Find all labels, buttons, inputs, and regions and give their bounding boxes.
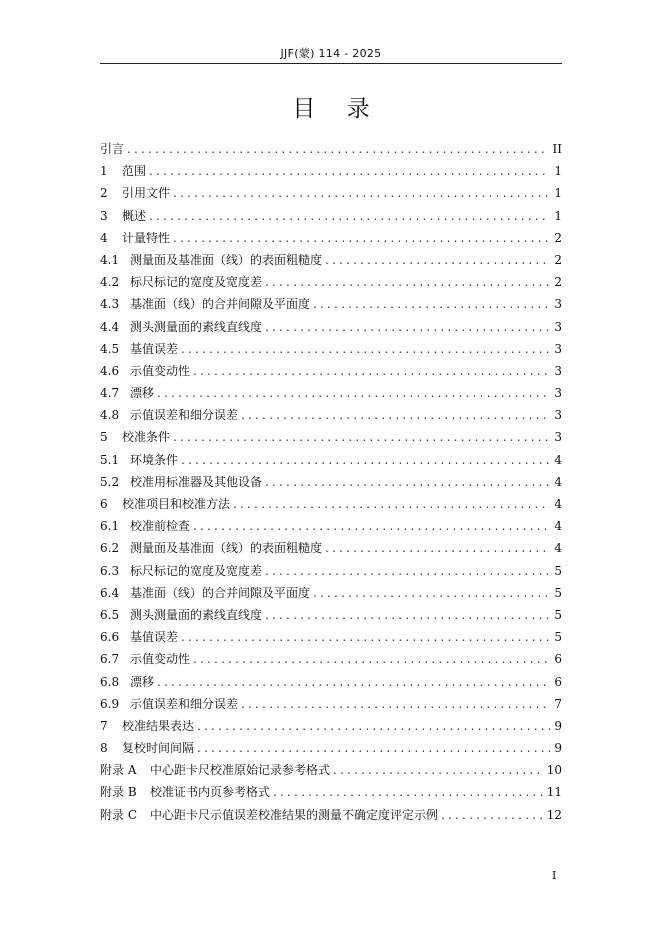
toc-entry-title: 引用文件: [122, 186, 171, 201]
toc-entry-number: 4.3: [100, 297, 120, 312]
toc-entry-title: 复校时间间隔: [122, 741, 195, 756]
toc-entry-title: 测量面及基准面（线）的表面粗糙度: [130, 541, 323, 556]
toc-dot-leader: [273, 785, 543, 799]
toc-entry[interactable]: [100, 783, 562, 805]
toc-entry-title: 基准面（线）的合并间隙及平面度: [130, 585, 311, 600]
toc-entry-title: 校准用标准器及其他设备: [130, 474, 263, 489]
toc-dot-leader: [127, 142, 549, 156]
toc-entry[interactable]: [100, 517, 562, 539]
toc-entry-title: 测量面及基准面（线）的表面粗糙度: [130, 252, 323, 267]
toc-dot-leader: [181, 342, 550, 356]
toc-entry-page: 3: [554, 386, 562, 401]
toc-dot-leader: [265, 564, 550, 578]
page-title: 目 录: [292, 96, 382, 122]
toc-dot-leader: [157, 386, 550, 400]
toc-entry-number: 4.5: [100, 341, 120, 356]
toc-entry-number: 4.2: [100, 275, 120, 290]
toc-entry[interactable]: [100, 761, 562, 783]
toc-entry-number: 6: [100, 497, 108, 511]
toc-entry-title: 标尺标记的宽度及宽度差: [130, 563, 263, 578]
toc-dot-leader: [149, 164, 550, 178]
toc-entry-title: 范围: [122, 164, 147, 179]
toc-entry-title: 校准条件: [122, 430, 171, 445]
toc-dot-leader: [265, 275, 550, 289]
toc-entry-page: 2: [554, 252, 562, 267]
toc-dot-leader: [173, 186, 550, 200]
toc-entry[interactable]: [100, 628, 562, 650]
toc-entry[interactable]: [100, 495, 562, 517]
toc-entry-number: 6.9: [100, 696, 120, 711]
toc-entry-page: 4: [554, 497, 562, 511]
toc-entry-page: 1: [554, 208, 562, 223]
toc-dot-leader: [333, 763, 543, 777]
toc-dot-leader: [193, 652, 550, 666]
toc-entry[interactable]: [100, 162, 562, 184]
toc-entry-title: 校准结果表达: [122, 718, 195, 733]
toc-dot-leader: [197, 719, 550, 733]
document-code: JJF(蒙) 114 - 2025: [280, 47, 382, 60]
toc-entry-page: 7: [554, 696, 562, 711]
toc-entry-page: II: [552, 142, 562, 156]
toc-entry-number: 3: [100, 208, 108, 223]
toc-entry[interactable]: [100, 673, 562, 695]
toc-dot-leader: [325, 253, 550, 267]
toc-entry-title: 漂移: [130, 674, 155, 689]
toc-entry-title: 中心距卡尺校准原始记录参考格式: [150, 763, 331, 778]
toc-entry-title: 中心距卡尺示值误差校准结果的测量不确定度评定示例: [150, 807, 439, 822]
toc-entry-number: 4: [100, 230, 108, 245]
toc-entry-page: 6: [554, 652, 562, 667]
toc-entry-page: 4: [554, 541, 562, 556]
toc-entry-number: 5.2: [100, 474, 120, 489]
toc-entry-page: 4: [554, 519, 562, 534]
toc-entry[interactable]: [100, 473, 562, 495]
toc-entry-number: 6.4: [100, 585, 120, 600]
toc-entry[interactable]: [100, 606, 562, 628]
toc-entry-page: 3: [554, 341, 562, 356]
toc-dot-leader: [313, 586, 550, 600]
toc-entry[interactable]: [100, 251, 562, 273]
toc-entry-page: 5: [554, 607, 562, 622]
toc-entry-number: 附录 C: [100, 807, 137, 822]
toc-entry-page: 3: [554, 363, 562, 378]
toc-entry-page: 4: [554, 474, 562, 489]
toc-entry-title: 示值变动性: [130, 652, 191, 667]
toc-entry-number: 5.1: [100, 452, 120, 467]
toc-entry-number: 5: [100, 430, 108, 445]
toc-entry-number: 6.5: [100, 607, 120, 622]
toc-entry-number: 4.8: [100, 408, 120, 423]
toc-entry-page: 1: [554, 164, 562, 179]
toc-entry-page: 4: [554, 452, 562, 467]
toc-entry-page: 9: [554, 718, 562, 733]
toc-entry-title: 示值变动性: [130, 363, 191, 378]
toc-entry-page: 1: [554, 186, 562, 201]
toc-entry-number: 2: [100, 186, 108, 201]
toc-dot-leader: [173, 231, 550, 245]
toc-dot-leader: [181, 453, 550, 467]
toc-entry-page: 2: [554, 230, 562, 245]
toc-entry[interactable]: [100, 539, 562, 561]
toc-entry[interactable]: [100, 140, 562, 162]
toc-entry-number: 4.4: [100, 319, 120, 334]
toc-entry-number: 6.6: [100, 630, 120, 645]
toc-entry-page: 5: [554, 563, 562, 578]
toc-dot-leader: [313, 297, 550, 311]
toc-entry[interactable]: [100, 406, 562, 428]
toc-dot-leader: [325, 541, 550, 555]
toc-entry-number: 8: [100, 741, 108, 756]
toc-entry[interactable]: [100, 428, 562, 450]
toc-entry-title: 环境条件: [130, 452, 179, 467]
toc-entry[interactable]: [100, 229, 562, 251]
toc-entry-number: 4.6: [100, 363, 120, 378]
toc-entry-title: 测头测量面的素线直线度: [130, 319, 263, 334]
toc-entry-title: 计量特性: [122, 230, 171, 245]
toc-entry[interactable]: [100, 451, 562, 473]
toc-entry-page: 3: [554, 319, 562, 334]
page-number: I: [552, 869, 557, 882]
toc-dot-leader: [265, 320, 550, 334]
toc-entry-title: 基值误差: [130, 630, 179, 645]
toc-entry[interactable]: [100, 207, 562, 229]
toc-entry-number: 附录 B: [100, 785, 137, 800]
toc-entry-page: 3: [554, 297, 562, 312]
toc-dot-leader: [233, 497, 550, 511]
toc-entry-title: 示值误差和细分误差: [130, 408, 239, 423]
toc-entry[interactable]: [100, 318, 562, 340]
toc-entry[interactable]: [100, 273, 562, 295]
toc-dot-leader: [173, 430, 550, 444]
toc-entry-number: 1: [100, 164, 108, 179]
toc-entry[interactable]: [100, 695, 562, 717]
toc-entry-title: 校准证书内页参考格式: [150, 785, 271, 800]
toc-entry-number: 4.7: [100, 386, 120, 401]
toc-entry[interactable]: [100, 739, 562, 761]
toc-entry-title: 示值误差和细分误差: [130, 696, 239, 711]
toc-entry[interactable]: [100, 340, 562, 362]
toc-entry[interactable]: [100, 295, 562, 317]
toc-entry-title: 校准项目和校准方法: [122, 497, 231, 511]
toc-entry-page: 6: [554, 674, 562, 689]
toc-entry-page: 5: [554, 630, 562, 645]
toc-entry[interactable]: [100, 362, 562, 384]
toc-entry-page: 12: [546, 807, 562, 822]
toc-entry-title: 基值误差: [130, 341, 179, 356]
toc-entry[interactable]: [100, 562, 562, 584]
toc-dot-leader: [265, 608, 550, 622]
toc-entry-title: 标尺标记的宽度及宽度差: [130, 275, 263, 290]
toc-entry-page: 10: [546, 763, 562, 778]
toc-entry[interactable]: [100, 717, 562, 739]
toc-entry-page: 5: [554, 585, 562, 600]
toc-dot-leader: [181, 630, 550, 644]
toc-entry-title: 漂移: [130, 386, 155, 401]
toc-entry-title: 引言: [100, 142, 125, 156]
toc-entry-page: 3: [554, 408, 562, 423]
toc-entry[interactable]: [100, 584, 562, 606]
toc-dot-leader: [197, 741, 550, 755]
toc-entry-number: 6.1: [100, 519, 120, 534]
toc-entry-title: 概述: [122, 208, 147, 223]
toc-entry[interactable]: [100, 650, 562, 672]
toc-dot-leader: [241, 697, 550, 711]
toc-entry[interactable]: [100, 806, 562, 828]
toc-entry-title: 校准前检查: [130, 519, 191, 534]
toc-dot-leader: [265, 475, 550, 489]
toc-dot-leader: [157, 675, 550, 689]
toc-entry[interactable]: [100, 184, 562, 206]
toc-entry-page: 11: [546, 785, 562, 800]
toc-entry-number: 6.8: [100, 674, 120, 689]
toc-dot-leader: [193, 364, 550, 378]
toc-entry-page: 3: [554, 430, 562, 445]
toc-entry-number: 6.3: [100, 563, 120, 578]
toc-dot-leader: [149, 209, 550, 223]
toc-entry-number: 7: [100, 718, 108, 733]
toc-dot-leader: [441, 808, 543, 822]
toc-entry-title: 基准面（线）的合并间隙及平面度: [130, 297, 311, 312]
toc-entry-page: 9: [554, 741, 562, 756]
toc-dot-leader: [193, 519, 550, 533]
toc-entry-number: 4.1: [100, 252, 120, 267]
toc-entry-number: 6.2: [100, 541, 120, 556]
table-of-contents: [100, 140, 562, 828]
toc-entry[interactable]: [100, 384, 562, 406]
toc-entry-title: 测头测量面的素线直线度: [130, 607, 263, 622]
toc-entry-number: 附录 A: [100, 763, 137, 778]
header-divider: [100, 63, 562, 64]
toc-entry-page: 2: [554, 275, 562, 290]
toc-entry-number: 6.7: [100, 652, 120, 667]
toc-dot-leader: [241, 408, 550, 422]
